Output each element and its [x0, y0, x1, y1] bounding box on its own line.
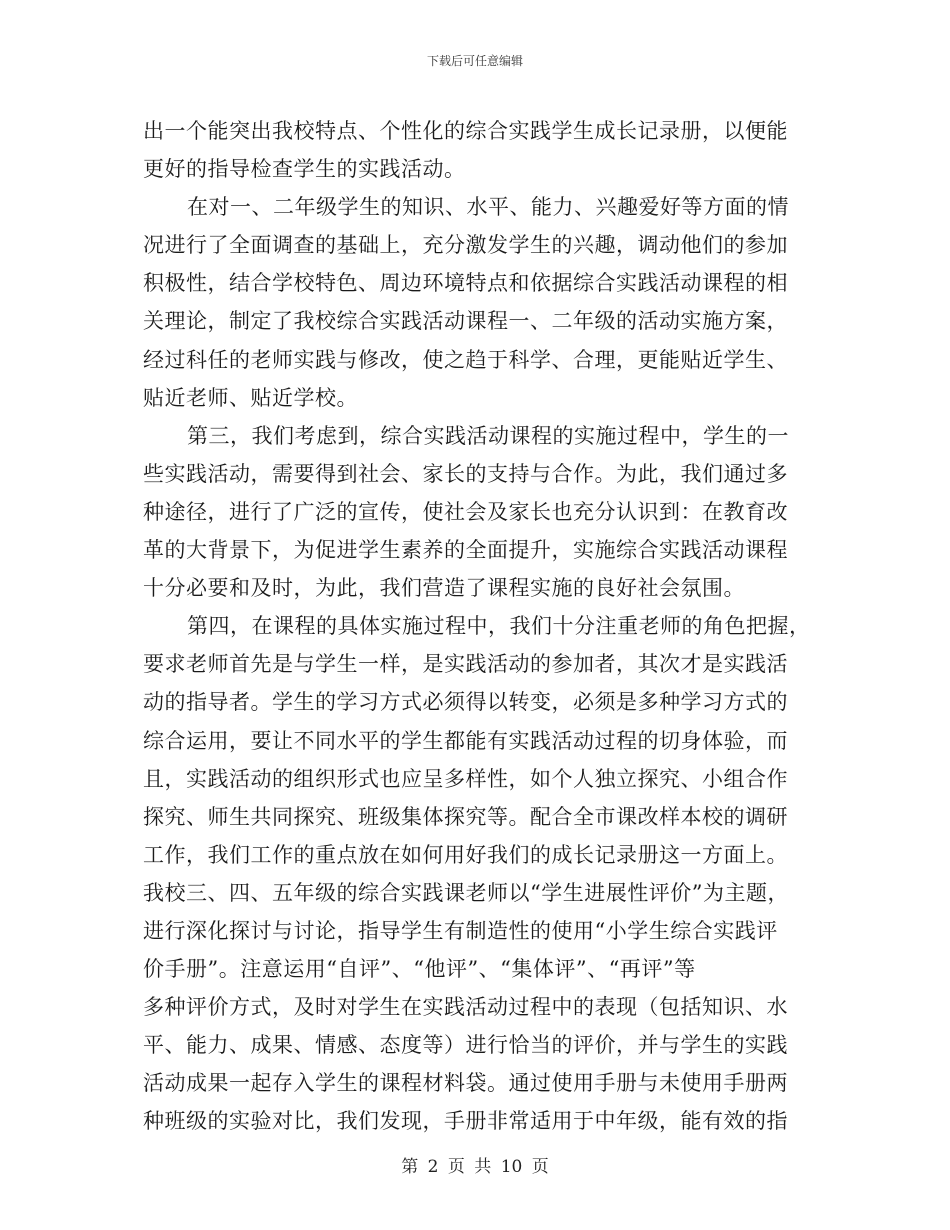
text-line: 我校三、四、五年级的综合实践课老师以“学生进展性评价”为主题，	[143, 880, 789, 905]
text-line: 多种评价方式，及时对学生在实践活动过程中的表现（包括知识、水	[143, 995, 788, 1020]
text-line: 革的大背景下，为促进学生素养的全面提升，实施综合实践活动课程	[143, 538, 788, 563]
text-line: 经过科任的老师实践与修改，使之趋于科学、合理，更能贴近学生、	[143, 347, 788, 372]
text-line: 价手册”。注意运用“自评”、“他评”、“集体评”、“再评”等	[143, 957, 696, 982]
text-line: 动的指导者。学生的学习方式必须得以转变，必须是多种学习方式的	[143, 690, 788, 715]
text-line: 关理论，制定了我校综合实践活动课程一、二年级的活动实施方案，	[143, 309, 788, 334]
paragraph-start-line: 在对一、二年级学生的知识、水平、能力、兴趣爱好等方面的情	[187, 195, 789, 220]
text-line: 贴近老师、贴近学校。	[143, 385, 358, 410]
text-line: 况进行了全面调查的基础上，充分激发学生的兴趣，调动他们的参加	[143, 233, 788, 258]
text-line: 要求老师首先是与学生一样，是实践活动的参加者，其次才是实践活	[143, 652, 788, 677]
paragraph-start-line: 第三，我们考虑到，综合实践活动课程的实施过程中，学生的一	[187, 423, 789, 448]
paragraph-start-line: 第四，在课程的具体实施过程中，我们十分注重老师的角色把握，	[187, 614, 811, 639]
text-line: 更好的指导检查学生的实践活动。	[143, 157, 466, 182]
page-number: 第 2 页 共 10 页	[401, 1157, 549, 1177]
text-line: 种途径，进行了广泛的宣传，使社会及家长也充分认识到：在教育改	[143, 499, 788, 524]
text-line: 且，实践活动的组织形式也应呈多样性，如个人独立探究、小组合作	[143, 766, 788, 791]
text-line: 十分必要和及时，为此，我们营造了课程实施的良好社会氛围。	[143, 576, 745, 601]
text-line: 些实践活动，需要得到社会、家长的支持与合作。为此，我们通过多	[143, 461, 788, 486]
text-line: 综合运用，要让不同水平的学生都能有实践活动过程的切身体验，而	[143, 728, 788, 753]
text-line: 平、能力、成果、情感、态度等）进行恰当的评价，并与学生的实践	[143, 1033, 788, 1058]
text-line: 探究、师生共同探究、班级集体探究等。配合全市课改样本校的调研	[143, 804, 788, 829]
text-line: 活动成果一起存入学生的课程材料袋。通过使用手册与未使用手册两	[143, 1071, 788, 1096]
text-line: 积极性，结合学校特色、周边环境特点和依据综合实践活动课程的相	[143, 271, 788, 296]
page-header-note: 下载后可任意编辑	[426, 54, 523, 68]
text-line: 工作，我们工作的重点放在如何用好我们的成长记录册这一方面上。	[143, 842, 788, 867]
document-body	[143, 112, 809, 1141]
text-line: 出一个能突出我校特点、个性化的综合实践学生成长记录册，以便能	[143, 119, 788, 143]
text-line: 种班级的实验对比，我们发现，手册非常适用于中年级，能有效的指	[143, 1109, 788, 1134]
text-line: 进行深化探讨与讨论，指导学生有制造性的使用“小学生综合实践评	[143, 918, 778, 943]
